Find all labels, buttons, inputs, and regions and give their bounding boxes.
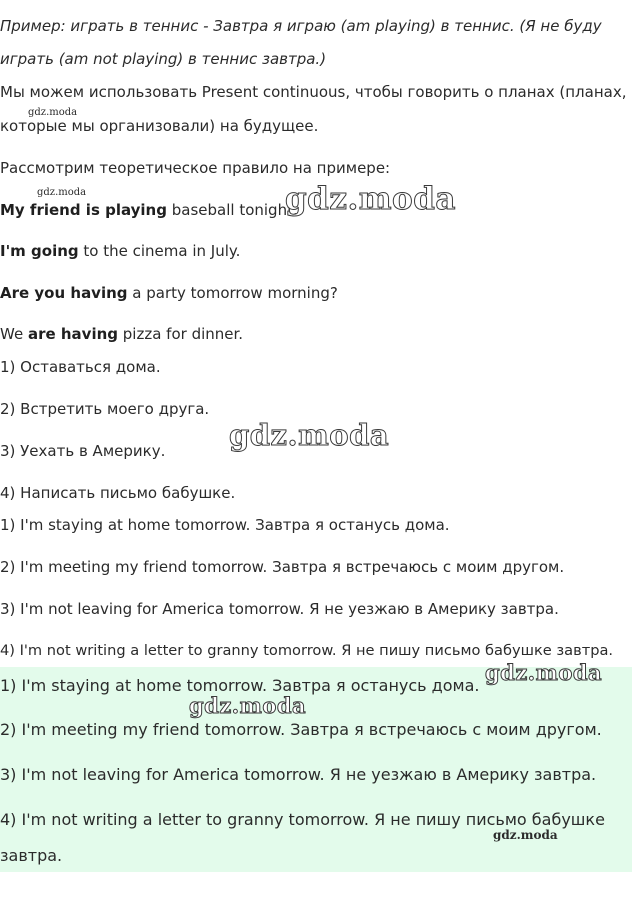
answer-item: 4) I'm not writing a letter to granny tomorrow. Я не пишу письмо бабушке завтра. — [0, 642, 614, 659]
example-line-2: играть (am not playing) в теннис завтра.) — [0, 50, 327, 68]
answer-item: 3) I'm not leaving for America tomorrow. Я не уезжаю в Америку завтра. — [0, 600, 559, 618]
answer-item: 1) I'm staying at home tomorrow. Завтра я останусь дома. — [0, 516, 450, 534]
watermark-small: gdz.moda — [37, 187, 87, 198]
explain-line-2: которые мы организовали) на будущее. — [0, 117, 319, 135]
watermark-medium: gdz.moda — [485, 660, 603, 685]
example-sentence: Are you having a party tomorrow morning? — [0, 284, 338, 302]
boxed-answer: 1) I'm staying at home tomorrow. Завтра я останусь дома. — [0, 676, 480, 695]
boxed-answer: 4) I'm not writing a letter to granny tomorrow. Я не пишу письмо бабушке — [0, 810, 605, 829]
answer-item: 2) I'm meeting my friend tomorrow. Завтра я встречаюсь с моим другом. — [0, 558, 565, 576]
example-line-1: Пример: играть в теннис - Завтра я играю (am playing) в теннис. (Я не буду — [0, 17, 602, 35]
task-item: 4) Написать письмо бабушке. — [0, 484, 236, 502]
explain-line-1: Мы можем использовать Present continuous, чтобы говорить о планах (планах, — [0, 83, 627, 101]
boxed-answer: 2) I'm meeting my friend tomorrow. Завтра я встречаюсь с моим другом. — [0, 720, 602, 739]
watermark-large: gdz.moda — [229, 418, 390, 452]
example-sentence: My friend is playing baseball tonight. — [0, 201, 298, 219]
watermark-large: gdz.moda — [285, 181, 456, 217]
boxed-answer: 3) I'm not leaving for America tomorrow. Я не уезжаю в Америку завтра. — [0, 765, 597, 784]
theory-intro: Рассмотрим теоретическое правило на примере: — [0, 159, 391, 177]
watermark-small: gdz.moda — [28, 107, 78, 118]
task-item: 1) Оставаться дома. — [0, 358, 161, 376]
task-item: 3) Уехать в Америку. — [0, 442, 166, 460]
example-sentence: We are having pizza for dinner. — [0, 325, 244, 343]
watermark-medium: gdz.moda — [189, 693, 307, 718]
watermark-small: gdz.moda — [493, 828, 558, 842]
task-item: 2) Встретить моего друга. — [0, 400, 210, 418]
example-sentence: I'm going to the cinema in July. — [0, 242, 241, 260]
boxed-answer: завтра. — [0, 846, 63, 865]
